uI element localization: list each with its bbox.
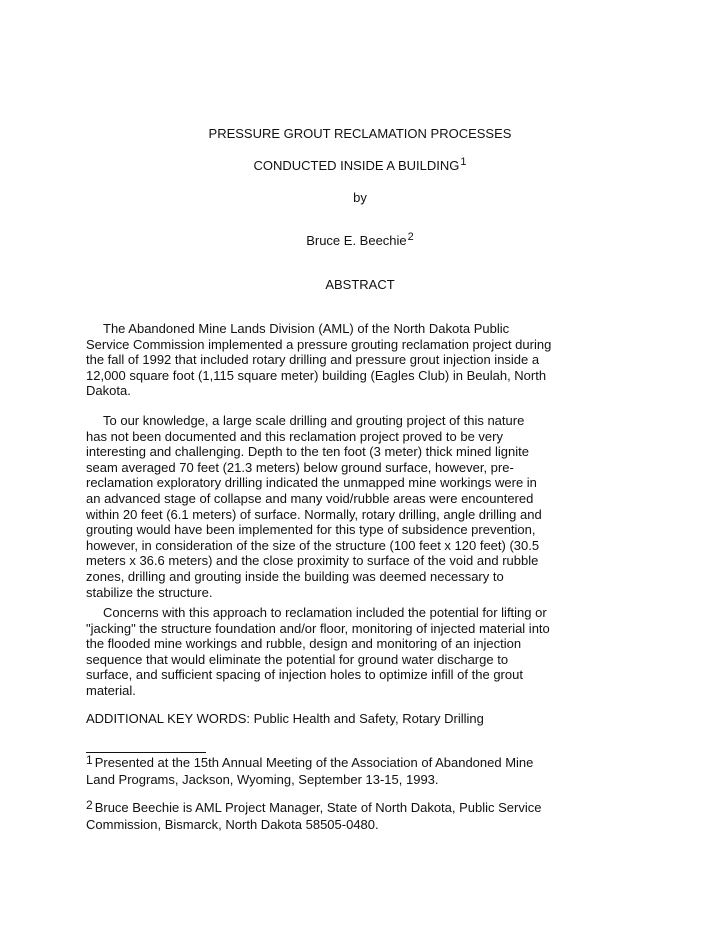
key-words-text: ADDITIONAL KEY WORDS: Public Health and Safety, Rotary Drilling — [86, 711, 484, 726]
abstract-heading-text: ABSTRACT — [325, 277, 395, 292]
paragraph-line: The Abandoned Mine Lands Division (AML) of the North Dakota Public — [103, 321, 510, 336]
title-line-2 — [0, 158, 720, 175]
paragraph-line: Concerns with this approach to reclamation included the potential for lifting or — [103, 605, 547, 620]
footnote-1-mark: 1 — [86, 753, 93, 767]
footnote-line: 1 Presented at the 15th Annual Meeting of the Association of Abandoned Mine — [86, 753, 534, 770]
footnote-2-mark: 2 — [86, 798, 93, 812]
abstract-paragraph-1 — [86, 321, 556, 399]
title-line-1-text: PRESSURE GROUT RECLAMATION PROCESSES — [208, 126, 512, 141]
author-name: Bruce E. Beechie — [306, 233, 407, 248]
paragraph-line: Dakota. — [86, 383, 131, 399]
footnote-line: Land Programs, Jackson, Wyoming, September 13-15, 1993. — [86, 771, 439, 787]
footnote-line: 2 Bruce Beechie is AML Project Manager, State of North Dakota, Public Service — [86, 798, 542, 815]
title-line-1 — [0, 126, 720, 142]
paragraph-line: stabilize the structure. — [86, 584, 213, 600]
paragraph-line: 12,000 square foot (1,115 square meter) building (Eagles Club) in Beulah, North — [86, 367, 547, 383]
paragraph-line: reclamation exploratory drilling indicated the unmapped mine workings were in — [86, 475, 537, 491]
title-footnote-mark: 1 — [460, 156, 467, 168]
footnote-line: Commission, Bismarck, North Dakota 58505-0480. — [86, 816, 379, 832]
paragraph-line: Service Commission implemented a pressure grouting reclamation project during — [86, 336, 552, 352]
paragraph-line: the fall of 1992 that included rotary drilling and pressure grout injection inside a — [86, 352, 540, 368]
paragraph-line: "jacking" the structure foundation and/or floor, monitoring of injected material into — [86, 620, 550, 636]
paragraph-line: To our knowledge, a large scale drilling and grouting project of this nature — [103, 413, 525, 428]
author-line — [0, 233, 720, 250]
author-footnote-mark: 2 — [407, 231, 414, 243]
paragraph-line: interesting and challenging. Depth to the ten foot (3 meter) thick mined lignite — [86, 444, 529, 460]
paragraph-line: within 20 feet (6.1 meters) of surface. Normally, rotary drilling, angle drilling and — [86, 506, 542, 522]
paragraph-line: zones, drilling and grouting inside the building was deemed necessary to — [86, 568, 504, 584]
footnote-2 — [86, 800, 556, 832]
by-text: by — [353, 190, 367, 205]
by-line — [0, 190, 720, 206]
paragraph-line: surface, and sufficient spacing of injection holes to optimize infill of the grout — [86, 667, 523, 683]
abstract-paragraph-2 — [86, 413, 556, 600]
paragraph-line: seam averaged 70 feet (21.3 meters) below ground surface, however, pre- — [86, 459, 514, 475]
footnote-1 — [86, 755, 556, 787]
paragraph-line: however, in consideration of the size of the structure (100 feet x 120 feet) (30.5 — [86, 537, 540, 553]
paragraph-line: meters x 36.6 meters) and the close proximity to surface of the void and rubble — [86, 553, 539, 569]
paragraph-line: sequence that would eliminate the potential for ground water discharge to — [86, 651, 509, 667]
title-line-2-text: CONDUCTED INSIDE A BUILDING — [253, 158, 460, 173]
abstract-paragraph-3 — [86, 605, 556, 699]
footnote-divider — [86, 752, 206, 753]
paragraph-line: an advanced stage of collapse and many void/rubble areas were encountered — [86, 490, 534, 506]
additional-key-words — [86, 711, 556, 727]
paragraph-line: the flooded mine workings and rubble, design and monitoring of an injection — [86, 636, 522, 652]
paragraph-line: material. — [86, 682, 136, 698]
paragraph-line: has not been documented and this reclamation project proved to be very — [86, 428, 503, 444]
abstract-heading — [0, 277, 720, 293]
paragraph-line: grouting would have been implemented for this type of subsidence prevention, — [86, 522, 536, 538]
